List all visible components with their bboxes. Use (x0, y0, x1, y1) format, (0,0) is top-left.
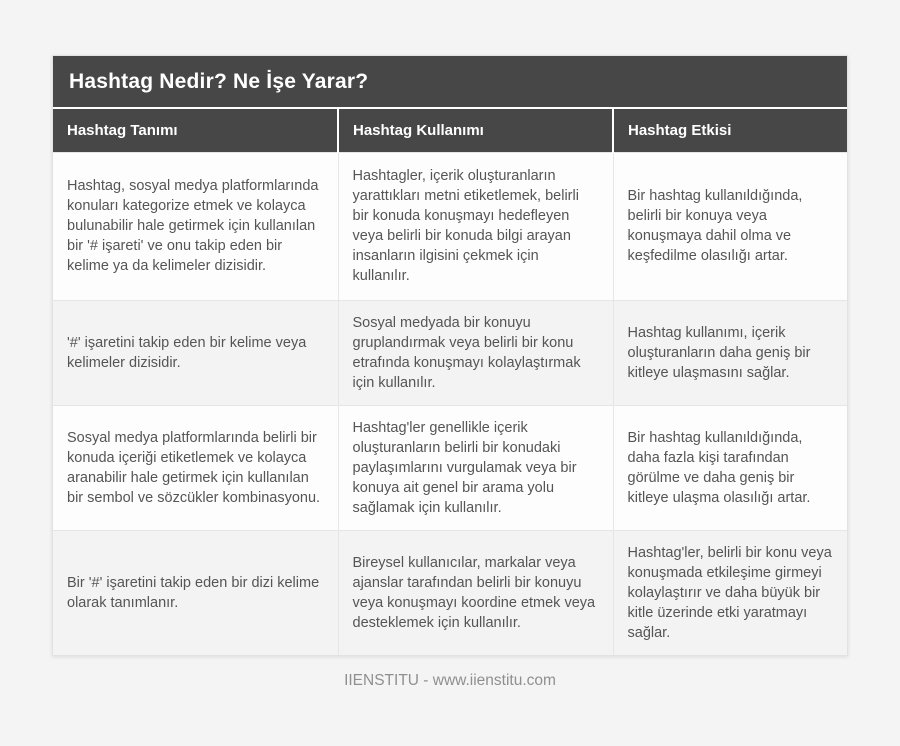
table-row (53, 300, 847, 405)
table-cell: Hashtag kullanımı, içerik oluşturanların daha geniş bir kitleye ulaşmasını sağlar. (613, 300, 847, 405)
column-header-hashtag-kullanimi: Hashtag Kullanımı (338, 109, 613, 152)
table-cell: '#' işaretini takip eden bir kelime veya kelimeler dizisidir. (53, 300, 338, 405)
hashtag-infographic-card (52, 55, 848, 656)
table-cell: Hashtag'ler, belirli bir konu veya konuşmada etkileşime girmeyi kolaylaştırır ve daha büyük bir kitle üzerinde etki yaratmayı sağlar. (613, 530, 847, 655)
table-cell: Hashtag'ler genellikle içerik oluşturanların belirli bir konudaki paylaşımlarını vurgulamak veya bir konuya ait genel bir arama yolu sağlamak için kullanılır. (338, 405, 613, 530)
hashtag-table (53, 109, 847, 655)
table-cell: Bireysel kullanıcılar, markalar veya ajanslar tarafından belirli bir konuyu veya konuşmayı koordine etmek veya desteklemek için kullanılır. (338, 530, 613, 655)
table-header-row (53, 109, 847, 152)
table-row (53, 152, 847, 300)
table-row (53, 405, 847, 530)
table-cell: Bir hashtag kullanıldığında, belirli bir konuya veya konuşmaya dahil olma ve keşfedilme olasılığı artar. (613, 152, 847, 300)
table-cell: Hashtagler, içerik oluşturanların yarattıkları metni etiketlemek, belirli bir konuda konuşmayı hedefleyen veya belirli bir konuda bilgi arayan insanların ilgisini çekmek için kullanılır. (338, 152, 613, 300)
table-cell: Hashtag, sosyal medya platformlarında konuları kategorize etmek ve kolayca bulunabilir hale getirmek için kullanılan bir '# işareti' ve onu takip eden bir kelime ya da kelimeler dizisidir. (53, 152, 338, 300)
table-cell: Bir hashtag kullanıldığında, daha fazla kişi tarafından görülme ve daha geniş bir kitleye ulaşma olasılığı artar. (613, 405, 847, 530)
table-row (53, 530, 847, 655)
column-header-hashtag-etkisi: Hashtag Etkisi (613, 109, 847, 152)
table-cell: Bir '#' işaretini takip eden bir dizi kelime olarak tanımlanır. (53, 530, 338, 655)
table-cell: Sosyal medya platformlarında belirli bir konuda içeriği etiketlemek ve kolayca aranabilir hale getirmek için kullanılan bir sembol ve sözcükler kombinasyonu. (53, 405, 338, 530)
column-header-hashtag-tanimi: Hashtag Tanımı (53, 109, 338, 152)
table-cell: Sosyal medyada bir konuyu gruplandırmak veya belirli bir konu etrafında konuşmayı kolaylaştırmak için kullanılır. (338, 300, 613, 405)
page-title: Hashtag Nedir? Ne İşe Yarar? (69, 69, 369, 93)
footer-credit: IIENSTITU - www.iienstitu.com (344, 672, 556, 689)
title-bar (53, 56, 847, 109)
